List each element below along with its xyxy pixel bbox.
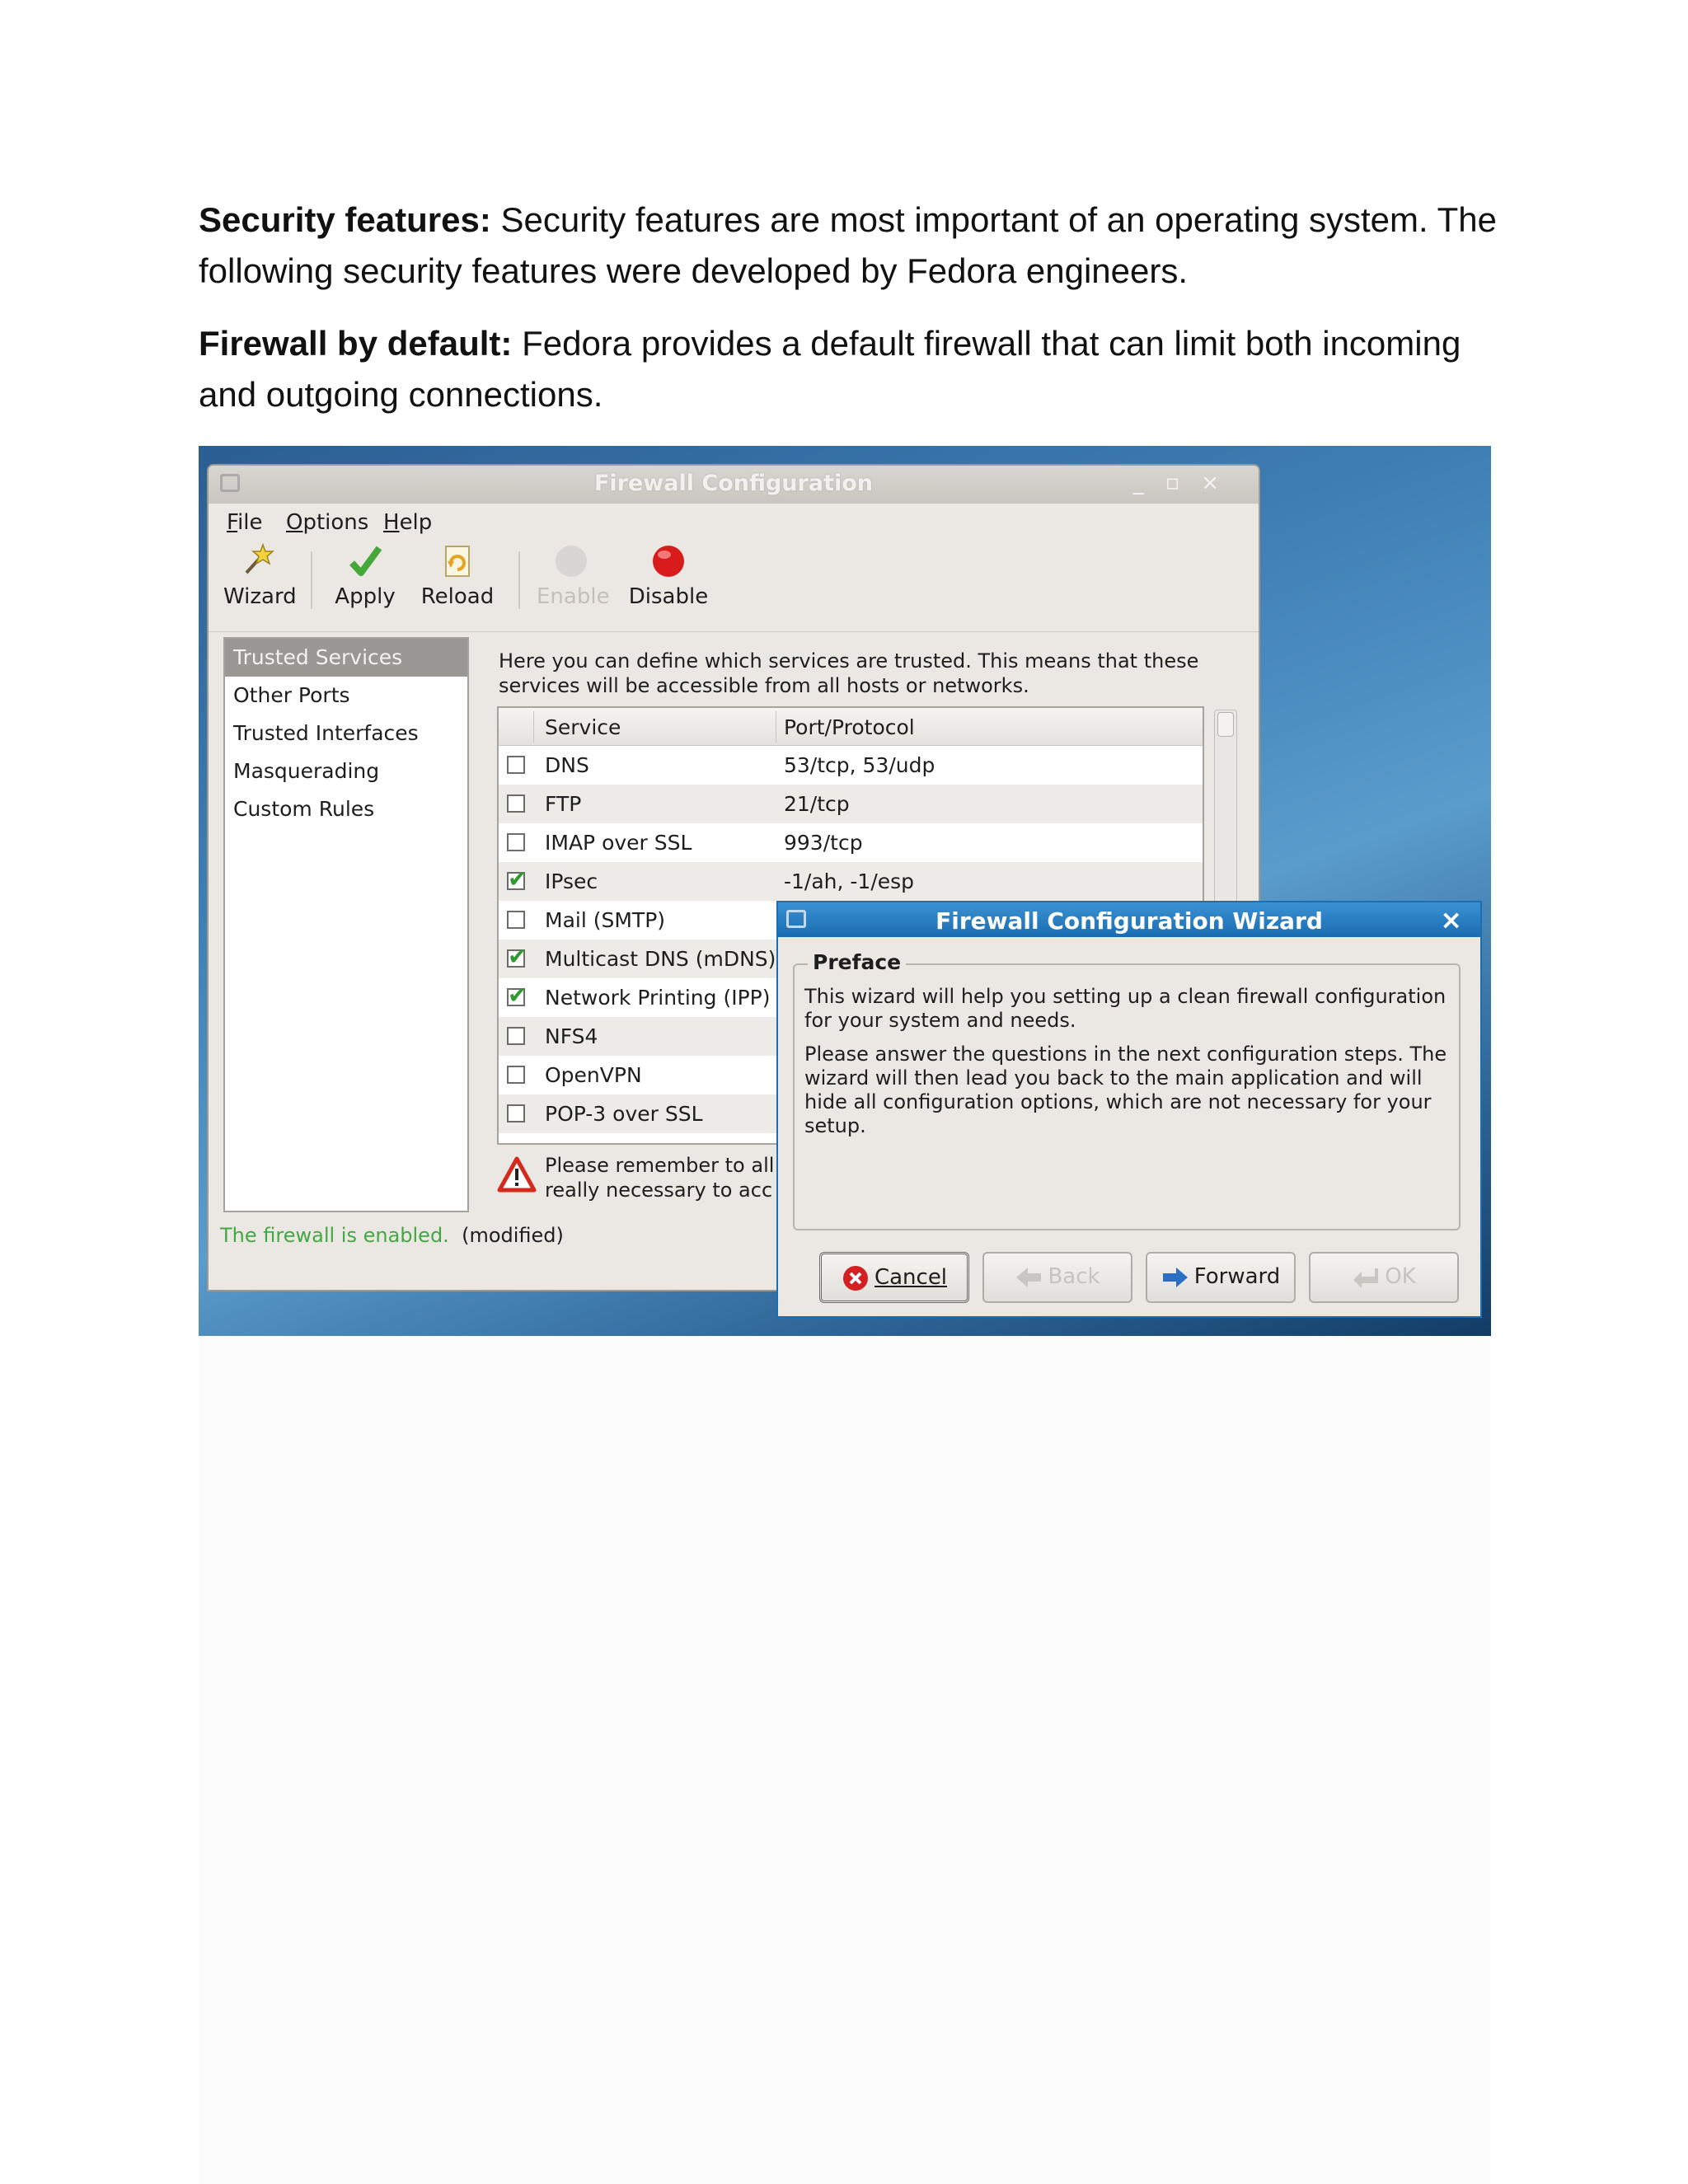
- service-checkbox[interactable]: [507, 988, 525, 1006]
- enable-button[interactable]: [537, 543, 610, 609]
- reload-label: Reload: [420, 584, 495, 609]
- service-checkbox[interactable]: [507, 949, 525, 968]
- firewall-screenshot: [199, 446, 1491, 1336]
- wizard-wand-icon: [238, 543, 274, 579]
- back-arrow-icon: [1015, 1265, 1043, 1290]
- wizard-intro-text: This wizard will help you setting up a clean firewall configuration for your system and needs.: [804, 985, 1447, 1032]
- column-header-port[interactable]: Port/Protocol: [784, 715, 915, 739]
- panel-description: Here you can define which services are trusted. This means that these services will be accessible from all hosts or networks.: [499, 649, 1199, 697]
- toolbar-separator: [311, 551, 312, 609]
- forward-button[interactable]: [1146, 1252, 1296, 1303]
- cancel-button[interactable]: [819, 1252, 969, 1303]
- toolbar: [209, 541, 1259, 632]
- column-header-service[interactable]: Service: [545, 715, 621, 739]
- sidebar-item-custom-rules[interactable]: Custom Rules: [233, 797, 375, 821]
- firewall-heading: Firewall by default:: [199, 324, 513, 363]
- reload-icon: [439, 543, 476, 579]
- checkmark-icon: [347, 543, 383, 579]
- wizard-title: Firewall Configuration Wizard: [935, 907, 1323, 935]
- main-titlebar[interactable]: [209, 466, 1259, 504]
- enable-label: Enable: [537, 584, 610, 609]
- forward-arrow-icon: [1161, 1265, 1189, 1290]
- warning-triangle-icon: [497, 1156, 537, 1193]
- scrollbar-thumb[interactable]: [1217, 712, 1234, 737]
- status-enabled-text: The firewall is enabled.: [220, 1224, 449, 1247]
- sidebar: [223, 637, 469, 1212]
- service-checkbox[interactable]: [507, 911, 525, 929]
- menu-file[interactable]: File: [227, 510, 263, 535]
- ok-enter-icon: [1352, 1265, 1380, 1290]
- blank-page-area: [199, 1336, 1491, 2184]
- security-features-heading: Security features:: [199, 200, 491, 239]
- service-name: DNS: [545, 753, 589, 777]
- disable-label: Disable: [628, 584, 709, 609]
- maximize-icon[interactable]: ▫: [1165, 471, 1202, 495]
- service-checkbox[interactable]: [507, 1027, 525, 1045]
- cancel-icon: [842, 1264, 870, 1292]
- service-checkbox[interactable]: [507, 833, 525, 851]
- firewall-wizard-dialog: [776, 901, 1482, 1318]
- cancel-label: Cancel: [874, 1265, 948, 1290]
- disable-button[interactable]: [627, 543, 710, 609]
- menu-options[interactable]: Options: [286, 510, 369, 535]
- menu-help[interactable]: Help: [383, 510, 433, 535]
- enable-circle-icon: [553, 543, 589, 579]
- service-checkbox[interactable]: [507, 1066, 525, 1084]
- service-name: IPsec: [545, 869, 598, 893]
- sidebar-item-masquerading[interactable]: Masquerading: [233, 759, 380, 783]
- service-port: 21/tcp: [784, 792, 850, 816]
- window-controls[interactable]: [1133, 471, 1240, 495]
- apply-button[interactable]: [332, 543, 398, 609]
- service-checkbox[interactable]: [507, 756, 525, 774]
- service-checkbox[interactable]: [507, 872, 525, 890]
- preface-heading: Preface: [808, 950, 906, 974]
- service-name: Network Printing (IPP): [545, 986, 771, 1010]
- column-divider: [533, 711, 534, 743]
- toolbar-separator: [518, 551, 520, 609]
- warning-text-line1: Please remember to all: [545, 1154, 775, 1177]
- warning-text-line2: really necessary to acc: [545, 1179, 773, 1202]
- ok-label: OK: [1385, 1264, 1416, 1289]
- ok-button[interactable]: [1309, 1252, 1459, 1303]
- service-port: -1/ah, -1/esp: [784, 869, 915, 893]
- table-row[interactable]: [499, 746, 1203, 785]
- close-icon[interactable]: ×: [1201, 471, 1240, 495]
- back-button[interactable]: [982, 1252, 1132, 1303]
- minimize-icon[interactable]: _: [1132, 471, 1165, 495]
- table-row[interactable]: [499, 823, 1203, 862]
- disable-red-circle-icon: [650, 543, 687, 579]
- sidebar-item-other-ports[interactable]: Other Ports: [233, 683, 350, 707]
- sidebar-item-trusted-services[interactable]: Trusted Services: [225, 639, 467, 677]
- security-features-text: Security features are most important of an operating system. The following security features were developed by Fedora engineers.: [199, 200, 1497, 290]
- wizard-label: Wizard: [223, 584, 297, 609]
- service-name: OpenVPN: [545, 1063, 642, 1087]
- status-modified-text: (modified): [462, 1224, 564, 1247]
- back-label: Back: [1048, 1264, 1100, 1289]
- wizard-button[interactable]: [223, 543, 297, 609]
- apply-label: Apply: [335, 584, 396, 609]
- service-port: 53/tcp, 53/udp: [784, 753, 935, 777]
- service-name: Multicast DNS (mDNS): [545, 947, 776, 971]
- wizard-instructions-text: Please answer the questions in the next configuration steps. The wizard will then lead you back to the main application and will hide all configuration options, which are not necessary for your setup.: [804, 1043, 1447, 1137]
- wizard-titlebar[interactable]: [778, 902, 1480, 937]
- intro-paragraph: [199, 194, 1517, 297]
- service-checkbox[interactable]: [507, 794, 525, 813]
- sidebar-item-trusted-interfaces[interactable]: Trusted Interfaces: [233, 721, 419, 745]
- menubar: [209, 504, 1259, 541]
- service-name: POP-3 over SSL: [545, 1102, 703, 1126]
- firewall-paragraph: [199, 318, 1517, 420]
- table-row[interactable]: [499, 862, 1203, 901]
- statusbar: [220, 1224, 564, 1247]
- table-header: [499, 708, 1203, 746]
- service-checkbox[interactable]: [507, 1104, 525, 1122]
- service-name: Mail (SMTP): [545, 908, 666, 932]
- firewall-text: Fedora provides a default firewall that can limit both incoming and outgoing connections.: [199, 324, 1461, 414]
- forward-label: Forward: [1193, 1264, 1281, 1289]
- reload-button[interactable]: [418, 543, 497, 609]
- service-port: 993/tcp: [784, 831, 863, 855]
- service-name: FTP: [545, 792, 582, 816]
- main-window-title: Firewall Configuration: [593, 471, 873, 496]
- table-row[interactable]: [499, 785, 1203, 823]
- service-name: IMAP over SSL: [545, 831, 692, 855]
- service-name: NFS4: [545, 1024, 598, 1048]
- wizard-close-icon[interactable]: ×: [1440, 904, 1462, 935]
